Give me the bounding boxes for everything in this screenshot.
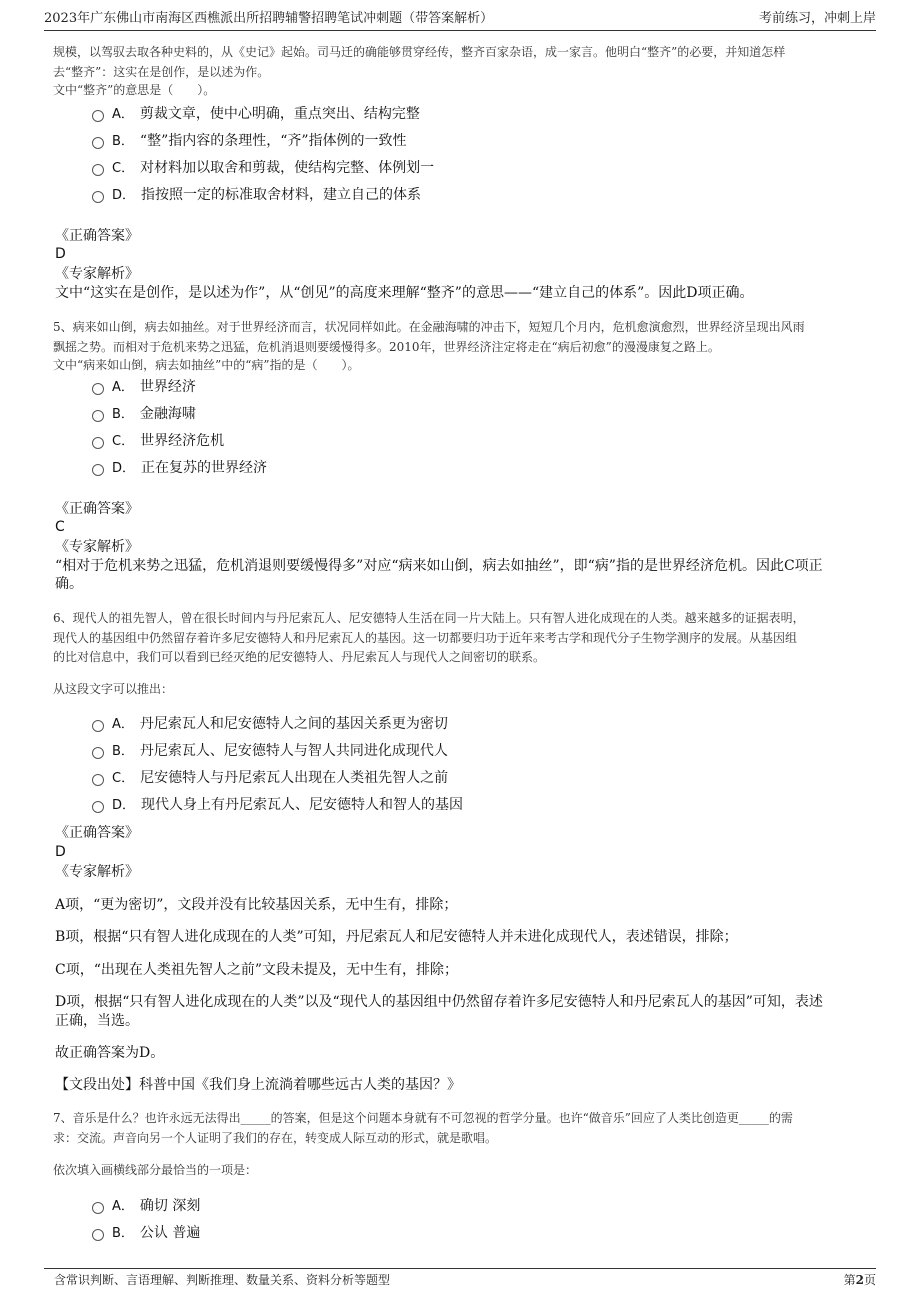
q7-option-b[interactable] (92, 1221, 200, 1245)
footer-note: 含常识判断、言语理解、判断推理、数量关系、资料分析等题型 (54, 1273, 391, 1287)
q5-text-line-1: 5、病来如山倒，病去如抽丝。对于世界经济而言，状况同样如此。在金融海啸的冲击下，短短几个月内，危机愈演愈烈，世界经济呈现出风雨 (53, 320, 805, 334)
q4-text-line-2: 去“整齐”：这实在是创作，是以述为作。 (53, 65, 270, 79)
page-footer (44, 1268, 876, 1293)
q4-option-a[interactable] (92, 102, 420, 126)
source-text: 科普中国《我们身上流淌着哪些远古人类的基因？》 (139, 1077, 461, 1093)
page-suffix: 页 (863, 1273, 876, 1287)
page-prefix: 第 (843, 1273, 856, 1287)
radio-button-icon[interactable] (92, 720, 104, 732)
option-text: 金融海啸 (139, 406, 196, 422)
page-number (844, 1269, 876, 1291)
q5-text-line-2: 飘摇之势。而相对于危机来势之迅猛，危机消退则要缓慢得多。2010年，世界经济注定将走在“病后初愈”的漫漫康复之路上。 (53, 340, 720, 354)
option-letter: D． (112, 461, 136, 476)
option-text: 指按照一定的标准取舍材料，建立自己的体系 (141, 187, 422, 203)
option-letter: D． (112, 188, 136, 203)
page-header (44, 8, 876, 31)
q5-analysis-label: 《专家解析》 (55, 539, 139, 555)
q6-analysis-b: B项，根据“只有智人进化成现在的人类”可知，丹尼索瓦人和尼安德特人并未进化成现代人，表述错误，排除； (55, 929, 738, 945)
q6-answer: D (55, 844, 66, 860)
option-text: 丹尼索瓦人、尼安德特人与智人共同进化成现代人 (139, 743, 448, 759)
q6-analysis-c: C项，“出现在人类祖先智人之前”文段未提及，无中生有，排除； (55, 962, 459, 978)
radio-button-icon[interactable] (92, 464, 104, 476)
q6-option-c[interactable] (92, 766, 448, 790)
q7-prompt: 依次填入画横线部分最恰当的一项是： (53, 1163, 258, 1177)
radio-button-icon[interactable] (92, 747, 104, 759)
option-text: 世界经济 (139, 379, 196, 395)
q5-analysis-line-1: “相对于危机来势之迅猛，危机消退则要缓慢得多”对应“病来如山倒，病去如抽丝”，即“病”指的是世界经济危机。因此C项正 (55, 558, 823, 574)
option-text: 丹尼索瓦人和尼安德特人之间的基因关系更为密切 (139, 716, 448, 732)
q5-option-c[interactable] (92, 429, 224, 453)
q6-analysis-label: 《专家解析》 (55, 864, 139, 880)
q6-option-a[interactable] (92, 712, 448, 736)
header-slogan: 考前练习，冲刺上岸 (758, 11, 876, 26)
q4-option-c[interactable] (92, 156, 434, 180)
radio-button-icon[interactable] (92, 137, 104, 149)
q7-text-line-2: 求：交流。声音向另一个人证明了我们的存在，转变成人际互动的形式，就是歌唱。 (53, 1131, 498, 1145)
q6-text-line-2: 现代人的基因组中仍然留存着许多尼安德特人和丹尼索瓦人的基因。这一切都要归功于近年来考古学和现代分子生物学测序的发展。从基因组 (53, 631, 798, 645)
q5-question-line: 文中“病来如山倒，病去如抽丝”中的“病”指的是（ ）。 (53, 358, 360, 372)
q6-answer-label: 《正确答案》 (55, 825, 139, 841)
option-text: 确切 深刻 (139, 1198, 201, 1214)
q6-analysis-d-line-1: D项，根据“只有智人进化成现在的人类”以及“现代人的基因组中仍然留存着许多尼安德特人和丹尼索瓦人的基因”可知，表述 (55, 994, 823, 1010)
radio-button-icon[interactable] (92, 110, 104, 122)
radio-button-icon[interactable] (92, 801, 104, 813)
option-letter: C． (112, 771, 135, 786)
option-letter: D． (112, 798, 136, 813)
radio-button-icon[interactable] (92, 164, 104, 176)
page-number-value: 2 (855, 1273, 864, 1287)
q6-option-b[interactable] (92, 739, 448, 763)
q4-answer-label: 《正确答案》 (55, 228, 139, 244)
q5-analysis-line-2: 确。 (55, 576, 83, 592)
q4-text-line-1: 规模，以驾驭去取各种史料的，从《史记》起始。司马迁的确能够贯穿经传，整齐百家杂语，成一家言。他明白“整齐”的必要，并知道怎样 (53, 45, 786, 59)
q4-answer: D (55, 246, 66, 262)
option-text: 尼安德特人与丹尼索瓦人出现在人类祖先智人之前 (140, 770, 449, 786)
option-letter: B． (112, 407, 134, 422)
option-text: 世界经济危机 (140, 433, 225, 449)
q6-text-line-3: 的比对信息中，我们可以看到已经灭绝的尼安德特人、丹尼索瓦人与现代人之间密切的联系。 (53, 650, 546, 664)
q6-source (55, 1075, 865, 1095)
q5-answer-label: 《正确答案》 (55, 501, 139, 517)
radio-button-icon[interactable] (92, 774, 104, 786)
option-letter: A． (112, 380, 134, 395)
radio-button-icon[interactable] (92, 383, 104, 395)
q6-option-d[interactable] (92, 793, 463, 817)
q6-analysis-a: A项，“更为密切”，文段并没有比较基因关系，无中生有，排除； (55, 897, 458, 913)
radio-button-icon[interactable] (92, 1229, 104, 1241)
option-letter: B． (112, 744, 134, 759)
q6-analysis-d-line-2: 正确，当选。 (55, 1013, 139, 1029)
option-letter: A． (112, 717, 134, 732)
option-text: 对材料加以取舍和剪裁，使结构完整、体例划一 (140, 160, 435, 176)
radio-button-icon[interactable] (92, 437, 104, 449)
radio-button-icon[interactable] (92, 410, 104, 422)
q7-option-a[interactable] (92, 1194, 200, 1218)
q4-question-line: 文中“整齐”的意思是（ ）。 (53, 83, 216, 97)
q5-option-d[interactable] (92, 456, 267, 480)
option-text: 公认 普遍 (139, 1225, 201, 1241)
q5-answer: C (55, 519, 65, 535)
radio-button-icon[interactable] (92, 1202, 104, 1214)
option-letter: A． (112, 1199, 134, 1214)
option-letter: B． (112, 1226, 134, 1241)
option-letter: A． (112, 107, 134, 122)
q7-text-line-1: 7、音乐是什么？也许永远无法得出_____的答案，但是这个问题本身就有不可忽视的哲学分量。也许“做音乐”回应了人类比创造更_____的需 (53, 1111, 793, 1125)
q6-text-line-1: 6、现代人的祖先智人，曾在很长时间内与丹尼索瓦人、尼安德特人生活在同一片大陆上。只有智人进化成现在的人类。越来越多的证据表明， (53, 611, 805, 625)
option-text: 剪裁文章，使中心明确，重点突出、结构完整 (139, 106, 420, 122)
option-text: “整”指内容的条理性，“齐”指体例的一致性 (139, 133, 407, 149)
q4-analysis-label: 《专家解析》 (55, 266, 139, 282)
q4-option-b[interactable] (92, 129, 407, 153)
option-text: 现代人身上有丹尼索瓦人、尼安德特人和智人的基因 (141, 797, 464, 813)
radio-button-icon[interactable] (92, 191, 104, 203)
option-letter: C． (112, 161, 135, 176)
option-letter: C． (112, 434, 135, 449)
source-label: 【文段出处】 (55, 1077, 139, 1093)
document-title: 2023年广东佛山市南海区西樵派出所招聘辅警招聘笔试冲刺题（带答案解析） (44, 11, 494, 26)
q5-option-a[interactable] (92, 375, 196, 399)
option-text: 正在复苏的世界经济 (141, 460, 268, 476)
q5-option-b[interactable] (92, 402, 196, 426)
q4-option-d[interactable] (92, 183, 421, 207)
q6-prompt: 从这段文字可以推出： (53, 682, 174, 696)
option-letter: B． (112, 134, 134, 149)
q4-analysis: 文中“这实在是创作，是以述为作”，从“创见”的高度来理解“整齐”的意思——“建立自己的体系”。因此D项正确。 (55, 285, 754, 301)
q6-conclusion: 故正确答案为D。 (55, 1045, 165, 1061)
